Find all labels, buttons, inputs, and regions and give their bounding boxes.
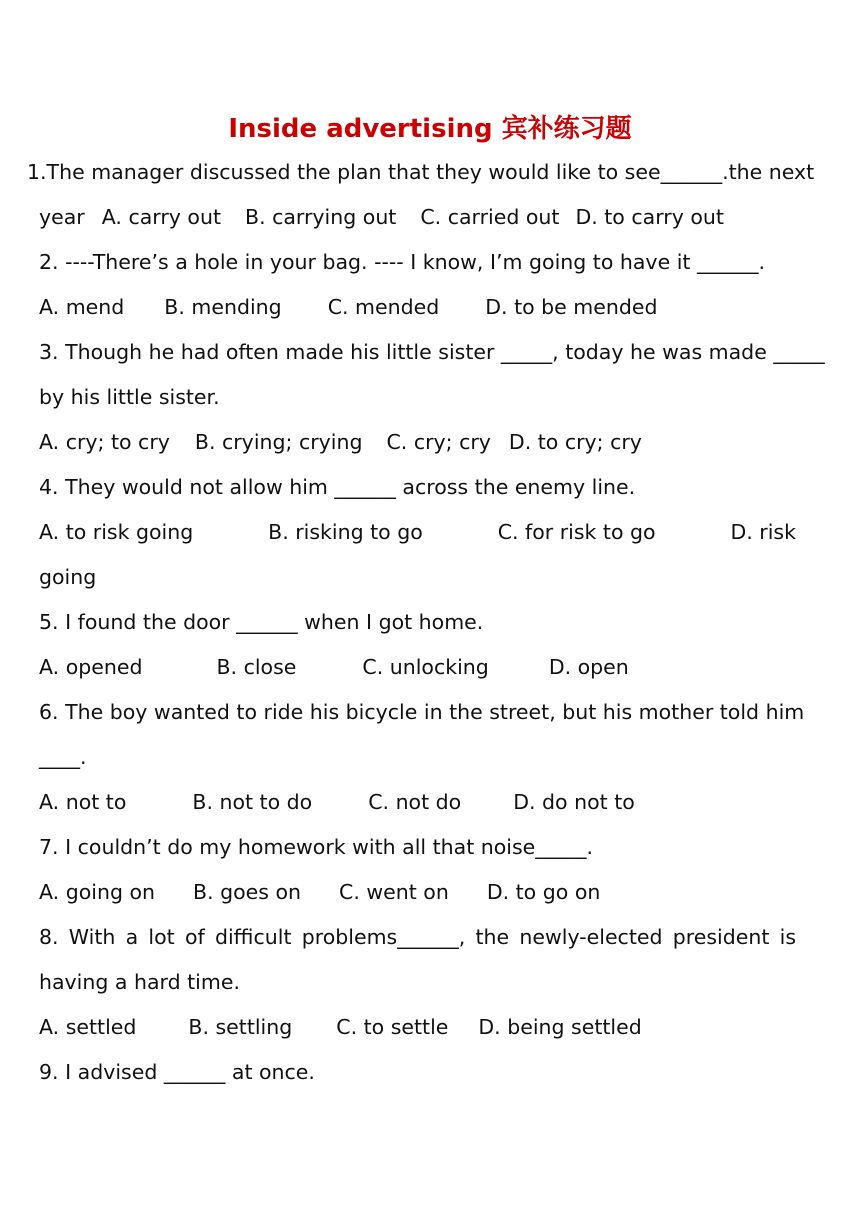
question-5-option-b[interactable]: B. close (216, 655, 297, 679)
question-8-options-row (39, 1013, 796, 1041)
question-8-option-a[interactable]: A. settled (39, 1015, 137, 1039)
question-4-option-d[interactable]: D. risk (730, 520, 796, 544)
question-1-option-d[interactable]: D. to carry out (575, 205, 724, 229)
question-9-text: 9. I advised ______ at once. (39, 1060, 315, 1084)
question-6-option-b[interactable]: B. not to do (192, 790, 313, 814)
question-3-option-c[interactable]: C. cry; cry (386, 430, 491, 454)
question-1-option-a[interactable]: A. carry out (101, 205, 221, 229)
question-5-option-a[interactable]: A. opened (39, 655, 143, 679)
question-3-option-a[interactable]: A. cry; to cry (39, 430, 170, 454)
question-7-option-b[interactable]: B. goes on (193, 880, 302, 904)
question-1-option-c[interactable]: C. carried out (420, 205, 560, 229)
question-6-option-a[interactable]: A. not to (39, 790, 127, 814)
question-2-option-b[interactable]: B. mending (164, 295, 282, 319)
question-2-options-row (39, 293, 796, 321)
question-7-options-row (39, 878, 796, 906)
question-4-option-c[interactable]: C. for risk to go (497, 520, 656, 544)
question-8-text-line-1: 8. With a lot of difficult problems______, the newly-elected president is (39, 925, 796, 949)
question-6-options-row (39, 788, 796, 816)
question-1-option-b[interactable]: B. carrying out (245, 205, 397, 229)
question-6-option-d[interactable]: D. do not to (513, 790, 635, 814)
question-2-option-a[interactable]: A. mend (39, 295, 125, 319)
question-2-text: 2. ----There’s a hole in your bag. ---- I know, I’m going to have it ______. (39, 250, 765, 274)
question-8-option-d[interactable]: D. being settled (478, 1015, 642, 1039)
question-1-stem-continued: year (39, 205, 85, 229)
question-2-option-d[interactable]: D. to be mended (485, 295, 658, 319)
question-8-option-b[interactable]: B. settling (188, 1015, 293, 1039)
question-3-text-line-1: 3. Though he had often made his little sister _____, today he was made _____ (39, 340, 825, 364)
question-4-text: 4. They would not allow him ______ across the enemy line. (39, 475, 636, 499)
question-3-text-line-2: by his little sister. (39, 385, 220, 409)
question-5-option-d[interactable]: D. open (548, 655, 629, 679)
question-1-options-row (39, 203, 796, 231)
question-8-option-c[interactable]: C. to settle (336, 1015, 449, 1039)
question-2-option-c[interactable]: C. mended (327, 295, 440, 319)
question-5-options-row (39, 653, 796, 681)
question-8-text-line-2: having a hard time. (39, 970, 240, 994)
question-4-option-b[interactable]: B. risking to go (268, 520, 423, 544)
question-4-options-row (39, 518, 796, 546)
question-3-option-b[interactable]: B. crying; crying (194, 430, 363, 454)
question-3-option-d[interactable]: D. to cry; cry (508, 430, 642, 454)
worksheet-title: Inside advertising 宾补练习题 (228, 114, 632, 144)
question-5-option-c[interactable]: C. unlocking (362, 655, 489, 679)
question-4-option-a[interactable]: A. to risk going (39, 520, 194, 544)
question-6-text-line-1: 6. The boy wanted to ride his bicycle in the street, but his mother told him (39, 700, 805, 724)
question-4-option-d-continued: going (39, 565, 97, 589)
question-7-option-d[interactable]: D. to go on (486, 880, 601, 904)
question-5-text: 5. I found the door ______ when I got home. (39, 610, 484, 634)
question-6-option-c[interactable]: C. not do (368, 790, 462, 814)
question-6-text-line-2: ____. (39, 745, 87, 769)
question-7-option-c[interactable]: C. went on (339, 880, 449, 904)
question-3-options-row (39, 428, 796, 456)
question-7-text: 7. I couldn’t do my homework with all that noise_____. (39, 835, 594, 859)
question-1-text-line-1: 1.The manager discussed the plan that they would like to see______.the next (27, 160, 815, 184)
question-7-option-a[interactable]: A. going on (39, 880, 156, 904)
